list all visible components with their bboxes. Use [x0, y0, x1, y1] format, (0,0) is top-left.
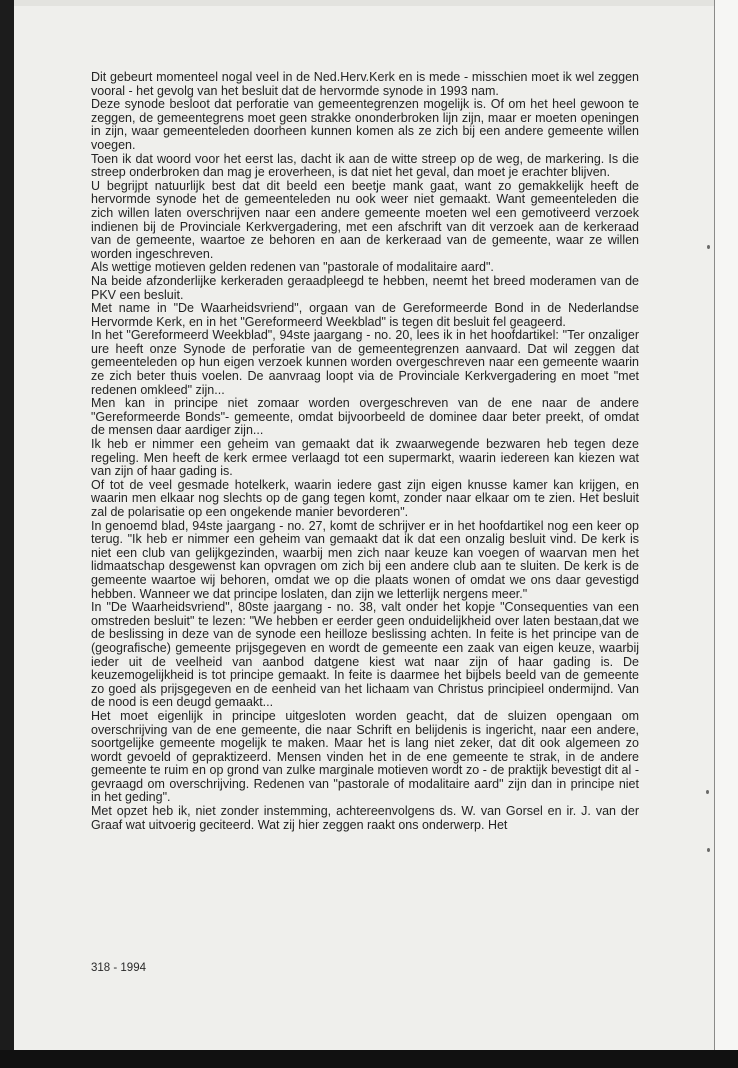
- paragraph: Met name in "De Waarheidsvriend", orgaan van de Gereformeerde Bond in de Nederlandse Hervormde Kerk, en in het "Gereformeerd Weekblad" is tegen dit besluit fel geageerd.: [91, 301, 639, 329]
- paragraph: Of tot de veel gesmade hotelkerk, waarin iedere gast zijn eigen knusse kamer kan krijgen, en waarin men elkaar nog slechts op de gang tegen komt, zonder naar elkaar om te zien. Het besluit zal de polarisatie op een ongekende manier bevorderen".: [91, 477, 639, 519]
- paragraph: In "De Waarheidsvriend", 80ste jaargang - no. 38, valt onder het kopje "Consequenties van een omstreden besluit" te lezen: "We hebben er eerder geen onduidelijkheid over laten bestaan,dat we de beslissing in deze van de synode een heilloze beslissing achten. In feite is het principe van de (geografische) gemeente prijsgegeven en wordt de gemeente een zaak van eigen keuze, waarbij ieder uit de veelheid van aanbod datgene kiest wat naar zijn of haar gading is. De keuzemogelijkheid is tot principe gemaakt. In feite is daarmee het bijbels beeld van de gemeente zo goed als prijsgegeven en de eenheid van het lichaam van Christus principieel ondermijnd. Van de nood is een deugd gemaakt...: [91, 600, 639, 710]
- paragraph: Na beide afzonderlijke kerkeraden geraadpleegd te hebben, neemt het breed moderamen van de PKV een besluit.: [91, 273, 639, 302]
- paragraph: In het "Gereformeerd Weekblad", 94ste jaargang - no. 20, lees ik in het hoofdartikel: "Ter onzaliger ure heeft onze Synode de perforatie van de gemeentegrenzen aanvaard. Dat wil zeggen dat gemeenteleden op hun eigen verzoek kunnen worden overgeschreven naar een gemeente waarin ze zich beter thuis voelen. De aanvraag loopt via de Provinciale Kerkvergadering en moet "met redenen omkleed" zijn...: [91, 328, 639, 397]
- paragraph: Het moet eigenlijk in principe uitgesloten worden geacht, dat de sluizen opengaan om overschrijving van de ene gemeente, die naar Schrift en belijdenis is ingericht, naar een andere, soortgelijke gemeente mogelijk te maken. Maar het is lang niet zeker, dat dit ook algemeen zo wordt gevoeld of gepraktizeerd. Mensen vinden het in de ene gemeente te strak, in de andere gemeente te ruim en op grond van zulke marginale motieven wordt zo - de praktijk bevestigt dit al - gevraagd om overschrijving. Redenen van "pastorale of modalitaire aard" zijn dan in principe niet in het geding".: [91, 708, 639, 805]
- body-text: [91, 71, 639, 832]
- scan-speck: [706, 790, 709, 794]
- paragraph: In genoemd blad, 94ste jaargang - no. 27, komt de schrijver er in het hoofdartikel nog een keer op terug. "Ik heb er nimmer een geheim van gemaakt dat ik dat een onzalig besluit vind. De kerk is niet een club van gelijkgezinden, waarbij men zich naar keuze kan voegen of waarvan men het lidmaatschap desgewenst kan opvragen om zich bij een andere club aan te sluiten. De kerk is de gemeente waartoe wij behoren, omdat we op die plaats wonen of omdat we ons daar gevestigd hebben. Wanneer we dat principe loslaten, dan zijn we letterlijk nergens meer.": [91, 518, 639, 601]
- page-top-edge: [14, 0, 738, 6]
- paragraph: Deze synode besloot dat perforatie van gemeentegrenzen mogelijk is. Of om het heel gewoon te zeggen, de gemeentegrens moet geen strakke ononderbroken lijn zijn, maar er moeten openingen in zijn, waar gemeenteleden doorheen kunnen komen als ze zich bij een andere gemeente willen voegen.: [91, 97, 639, 152]
- page-number: 318 - 1994: [91, 962, 146, 974]
- paragraph: U begrijpt natuurlijk best dat dit beeld een beetje mank gaat, want zo gemakkelijk heeft de hervormde synode het de gemeenteleden nu ook weer niet gemaakt. Want gemeenteleden die zich willen laten overschrijven naar een andere gemeente moeten wel een gemotiveerd verzoek indienen bij de Provinciale Kerkvergadering, met een afschrift van dit verzoek aan de kerkeraad van de gemeente, waartoe ze behoren en aan de kerkeraad van de gemeente, waar ze willen worden ingeschreven.: [91, 178, 639, 261]
- paragraph: Men kan in principe niet zomaar worden overgeschreven van de ene naar de andere "Gereformeerde Bonds"- gemeente, omdat bijvoorbeeld de dominee daar beter preekt, of omdat de mensen daar aardiger zijn...: [91, 396, 639, 438]
- scan-speck: [707, 245, 710, 249]
- next-page-edge: [714, 0, 738, 1050]
- paragraph: Als wettige motieven gelden redenen van "pastorale of modalitaire aard".: [91, 260, 494, 275]
- scanner-shadow: [0, 1050, 738, 1068]
- paragraph: Toen ik dat woord voor het eerst las, dacht ik aan de witte streep op de weg, de markering. Is die streep onderbroken dan mag je eroverheen, is dat niet het geval, dan moet je erachter blijven.: [91, 151, 639, 180]
- paragraph: Met opzet heb ik, niet zonder instemming, achtereenvolgens ds. W. van Gorsel en ir. J. van der Graaf wat uitvoerig geciteerd. Wat zij hier zeggen raakt ons onderwerp. Het: [91, 804, 639, 832]
- paragraph: Ik heb er nimmer een geheim van gemaakt dat ik zwaarwegende bezwaren heb tegen deze regeling. Men heeft de kerk ermee verlaagd tot een supermarkt, waarin iedereen kan kiezen wat van zijn of haar gading is.: [91, 437, 639, 479]
- scan-speck: [707, 848, 710, 852]
- paragraph: Dit gebeurt momenteel nogal veel in de Ned.Herv.Kerk en is mede - misschien moet ik wel zeggen vooral - het gevolg van het besluit dat de hervormde synode in 1993 nam.: [91, 70, 639, 98]
